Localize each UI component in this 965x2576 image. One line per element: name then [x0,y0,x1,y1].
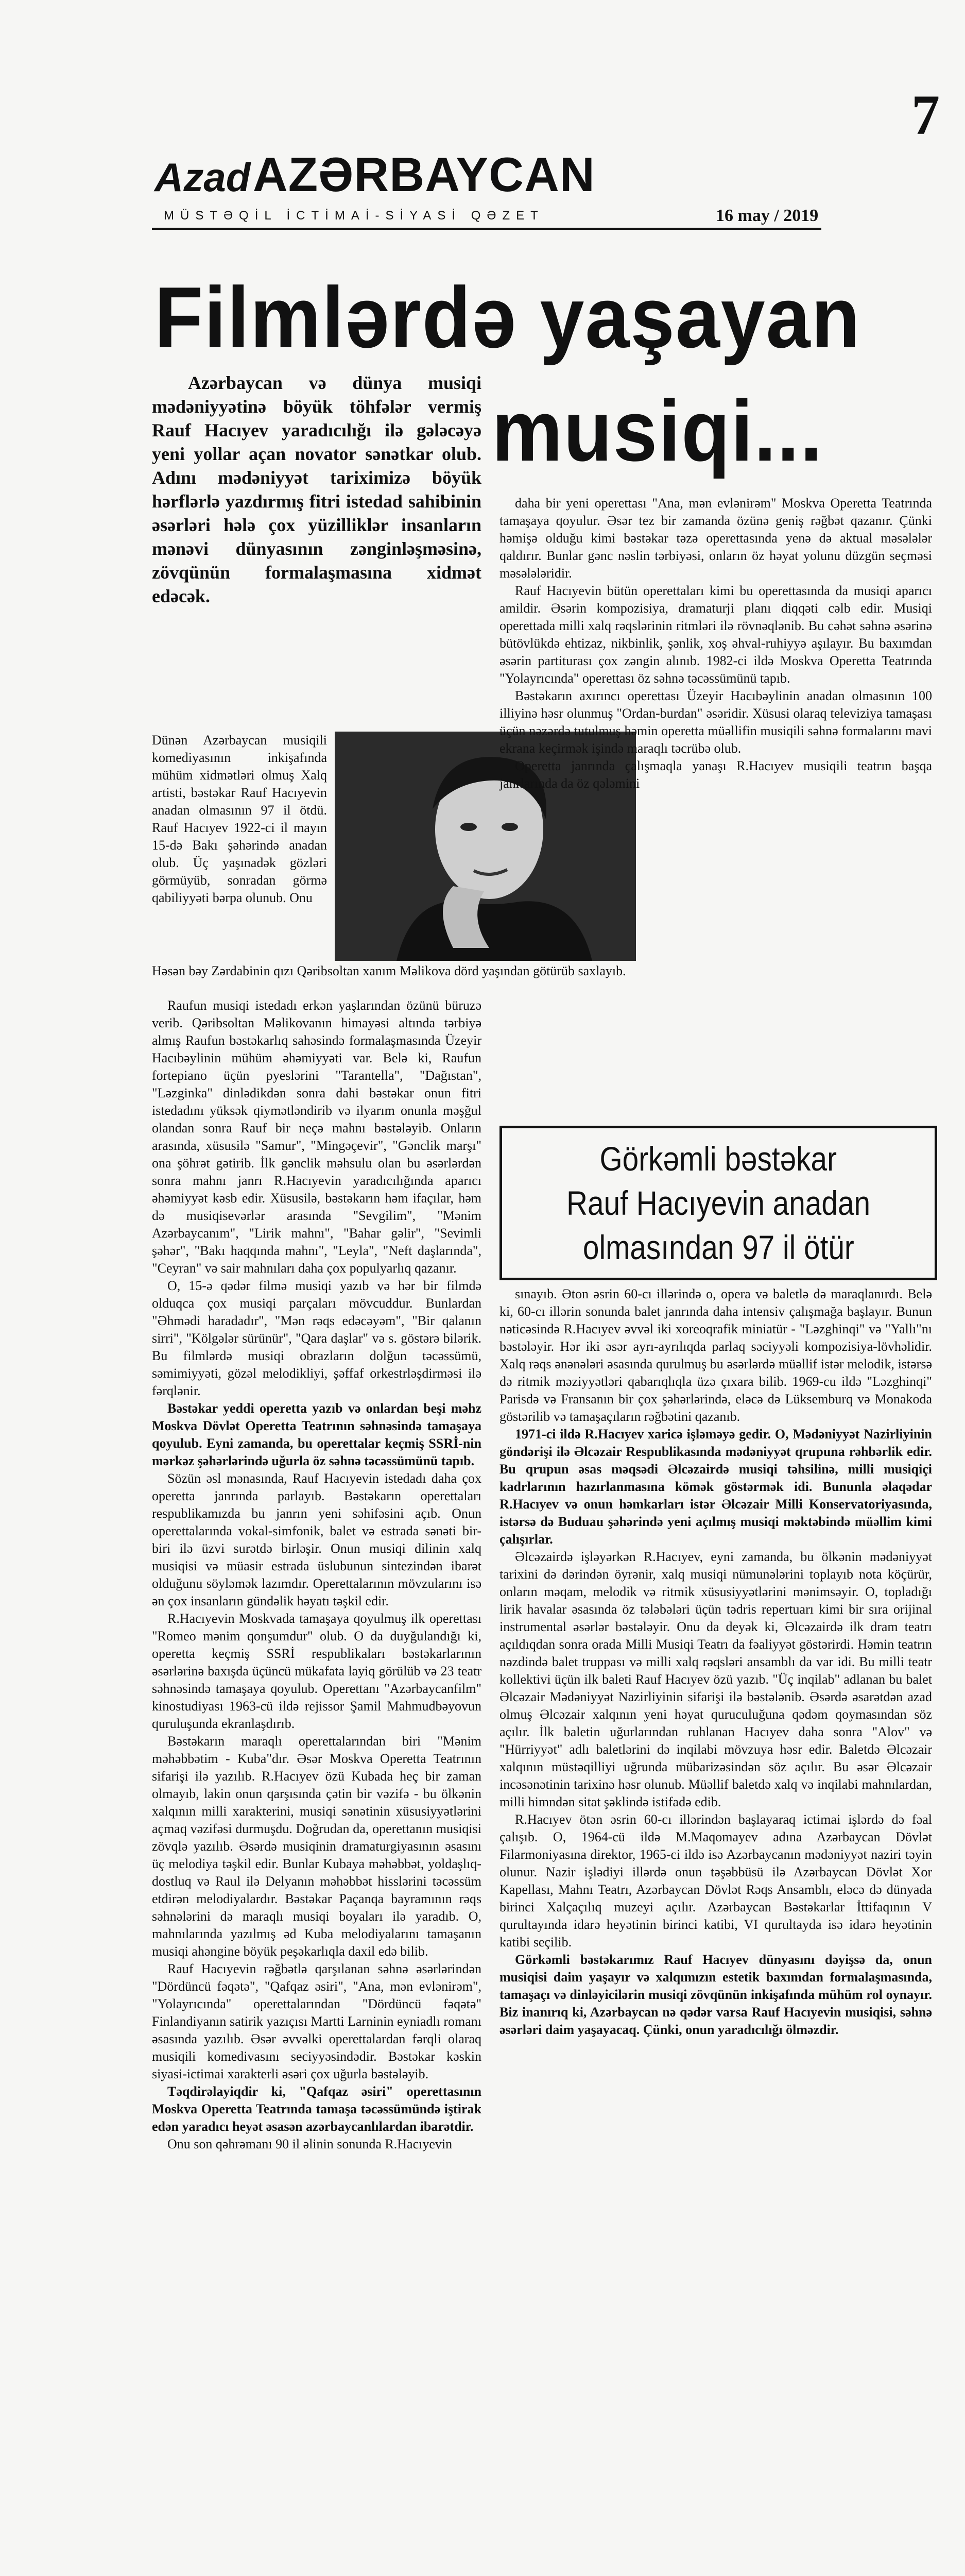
masthead-prefix: Azad [154,155,251,200]
left-paragraph-1: Raufun musiqi istedadı erkən yaşlarından özünü büruzə verib. Qəribsoltan Məlikovanın himayəsi altında tərbiyə almış Raufun bəstəkarlıq sahəsində formalaşmasında Üzeyir Hacıbəylinin mühüm əhəmiyyəti var. Belə ki, Raufun fortepiano üçün pyeslərini "Tarantella", "Dağıstan", "Ləzginka" dinlədikdən sonra dahi bəstəkar onun fitri istedadını yüksək qiymətləndirib və ilyarım onunla məşğul olandan sonra Rauf bir neçə mahnı bəstələyib. Onların arasında, xüsusilə "Samur", "Mingəçevir", "Gənclik marşı" ona şöhrət gətirib. İlk gənclik məhsulu olan bu əsərlərdən sonra mahnı janrı R.Hacıyevin yaradıcılığında aparıcı əhəmiyyət kəsb edir. Xüsusilə, bəstəkarın həm ifaçılar, həm də musiqisevərlər arasında "Sevgilim", "Mənim Azərbaycanım", "Lirik mahnı", "Bahar gəlir", "Sevimli şəhər", "Bakı haqqında mahnı", "Leyla", "Neft daşlarında", "Ceyran" və sair mahnıları daha çox populyarlıq qazanır. [152,998,481,1276]
left-column-body [152,997,481,2153]
right-bottom-paragraph-2: 1971-ci ildə R.Hacıyev xaricə işləməyə gedir. O, Mədəniyyət Nazirliyinin göndərişi ilə Əlcəzair Respublikasında mədəniyyət qrupuna rəhbərlik edir. Bu qrupun əsas məqsədi Əlcəzairdə musiqi təhsilinə, milli musiqiçi kadrlarının hazırlanmasına kömək göstərmək idi. Bununla əlaqədar R.Hacıyev və onun həmkarları istər Əlcəzair Milli Konservatoriyasında, istərsə də Buduau şəhərində yeni açılmış musiqi məktəbində müəllim kimi çalışırlar. [499,1427,932,1547]
left-paragraph-5: R.Hacıyevin Moskvada tamaşaya qoyulmuş ilk operettası "Romeo mənim qonşumdur" olub. O da duyğulandığı ki, operetta keçmiş SSRİ respublikaları bəstəkarlarının əsərlərinə baxışda üçüncü mükafata layiq görülüb və 23 teatr səhnəsində tamaşaya qoyulub. Operettanı "Azərbaycanfilm" kinostudiyası 1963-cü ildə rejissor Şamil Mahmudbəyovun quruluşunda ekranlaşdırıb. [152,1611,481,1731]
right-bottom-paragraph-1: sınayıb. Əton əsrin 60-cı illərində o, opera və baletlə də maraqlanırdı. Belə ki, 60-cı illərin sonunda balet janrında daha intensiv çalışmağa başlayır. Bunun nəticəsində R.Hacıyev əvvəl iki xoreoqrafik miniatür - "Ləzghinqi" və "Yallı"nı bəstələyir. Hər iki əsər ayrı-ayrılıqda parlaq səciyyəli kompozisiya-lövhəlidir. Xalq rəqs ənənələri əsasında qurulmuş bu əsərlərdə müəllif istər melodik, istərsə də ritmik məziyyətləri qabarıqlıqla üzə çıxara bilib. 1969-cu ildə "Ləzghinqi" Parisdə və Fransanın bir çox şəhərlərində, eləcə də Lüksemburq və Monakoda göstərilib və tamaşaçıların rəğbətini qazanıb. [499,1286,932,1424]
right-bottom-paragraph-4: R.Hacıyev ötən əsrin 60-cı illərindən başlayaraq ictimai işlərdə də fəal çalışıb. O, 1964-cü ildə M.Maqomayev adına Azərbaycan Dövlət Filarmoniyasına direktor, 1965-ci ildə isə Azərbaycanın mədəniyyət naziri təyin olunur. Nazir işlədiyi illərdə onun təşəbbüsü ilə Azərbaycan Dövlət Xor Kapellası, Mahnı Teatrı, Azərbaycan Dövlət Rəqs Ansamblı, eləcə də dünyada birinci Xalçaçılıq muzeyi açılır. Azərbaycan Bəstəkarlar İttifaqının V qurultayında idarə heyətinin birinci katibi, VI qurultayda isə idarə heyətinin katibi seçilib. [499,1812,932,1950]
left-paragraph-3: Bəstəkar yeddi operetta yazıb və onlardan beşi məhz Moskva Dövlət Operetta Teatrının səhnəsində tamaşaya qoyulub. Eyni zamanda, bu operettalar keçmiş SSRİ-nin mərkəz şəhərlərində uğurla öz səhnə təcəssümünü tapıb. [152,1401,481,1468]
right-top-paragraph-3: Bəstəkarın axırıncı operettası Üzeyir Hacıbəylinin anadan olmasının 100 illiyinə həsr olunmuş "Ordan-burdan" əsəridir. Xüsusi olaraq televiziya tamaşası üçün nəzərdə tutulmuş həmin operetta müəllifin musiqili səhnə formalarını mavi ekrana keçirmək işində maraqlı təcrübə olub. [499,688,932,756]
left-paragraph-2: O, 15-ə qədər filmə musiqi yazıb və hər bir filmdə olduqca çox musiqi parçaları mövcuddur. Bunlardan "Əhmədi haradadır", "Mən rəqs edəcəyəm", "Bir qalanın sirri", "Kölgələr sürünür", "Qara daşlar" və s. göstərə bilərik. Bu filmlərdə musiqi obrazların dolğun təcəssümü, səmimiyyəti, gözəl melodikliyi, şəffaf orkestrləşdirməsi ilə fərqlənir. [152,1278,481,1398]
left-paragraph-8: Təqdirəlayiqdir ki, "Qafqaz əsiri" operettasının Moskva Operetta Teatrında tamaşa təcəssümündə iştirak edən yaradıcı heyət əsasən azərbaycanlılardan ibarətdir. [152,2084,481,2134]
newspaper-masthead [154,147,595,202]
issue-date: 16 may / 2019 [716,206,819,225]
left-paragraph-7: Rauf Hacıyevin rəğbətlə qarşılanan səhnə əsərlərindən "Dördüncü fəqətə", "Qafqaz əsiri", "Ana, mən evlənirəm", "Yolayrıcında" operettalarından "Dördüncü fəqətə" Finlandiyanın satirik yazıçısı Martti Larninin eyniadlı romanı əsasında yazılıb. Əsər əvvəlki operettalardan fərqli olaraq musiqili komedivasını seciyyəsindədir. Bəstəkar kəskin siyasi-ictimai xarakterli əsəri çox uğurla bəstələyib. [152,1961,481,2081]
right-bottom-paragraph-3: Əlcəzairdə işləyərkən R.Hacıyev, eyni zamanda, bu ölkənin mədəniyyət tarixini də dərindən öyrənir, xalq musiqi nümunələrini toplayıb nota köçürür, onların məqam, melodik və ritmik xüsusiyyətlərini mənimsəyir. O, topladığı lirik havalar əsasında öz tələbələri üçün tədris repertuarı kimi bir sıra orijinal instrumental əsərlər bəstələyir. Onu da deyək ki, Əlcəzairdə ilk dram teatrı açıldıqdan sonra orada Milli Musiqi Teatrı da fəaliyyət göstərirdi. Həmin teatrın nəzdində balet truppası və milli xalq rəqsləri ansamblı da var idi. Bu milli teatr kollektivi üçün ilk baleti Rauf Hacıyev özü yazıb. "Üç inqilab" adlanan bu balet Əlcəzair Mədəniyyət Nazirliyinin sifarişi ilə bəstələnib. Əsərdə əsarətdən azad olmuş Əlcəzair xalqının yeni həyat quruculuğuna qədəm qoymasından söz açılır. İlk baletin uğurlarından ruhlanan Hacıyev daha sonra "Alov" və "Hürriyyət" adlı baletlərini də inqilabi mövzuya həsr edir. Baletdə Əlcəzair xalqının müstəqilliyi uğrunda mübarizəsindən söz açılır. Bu əsər Əlcəzair incəsənətinin tarixinə həsr olunub. Müəllif baletdə xalq və inqilabi mahnılardan, milli himndən sitat şəklində istifadə edib. [499,1549,932,1809]
highlight-line-3: olmasından 97 il ötür [582,1228,854,1266]
highlight-line-1: Görkəmli bəstəkar [599,1140,837,1178]
right-top-paragraph-2: Rauf Hacıyevin bütün operettaları kimi bu operettasında da musiqi aparıcı amildir. Əsərin kompozisiya, dramaturji planı diqqəti cəlb edir. Musiqi operettada milli xalq rəqslərinin ritmləri ilə rövnəqlənib. Bu cəhət səhnə əsərinə bütövlükdə ehtizaz, nikbinlik, şənlik, xoş əhval-ruhiyyə aşılayır. Bu baxımdan əsərin partiturası çox zəngin alınıb. 1982-ci ildə Moskva Operetta Teatrında "Yolayrıcında" operettası öz səhnə təcəssümünü tapıb. [499,583,932,686]
highlight-line-2: Rauf Hacıyevin anadan [566,1184,871,1222]
headline-line-1: Filmlərdə yaşayan [154,269,861,366]
left-paragraph-4: Sözün əsl mənasında, Rauf Hacıyevin istedadı daha çox operetta janrında parlayıb. Bəstəkarın operettaları respublikamızda bu janrın yeni səhifəsini açıb. Onun operettalarında vokal-simfonik, balet və estrada sənəti bir-biri ilə üzvi surətdə birləşir. Onun musiqi dilinin xalq musiqisi və müasir estrada üslubunun sintezindən ibarət olduğunu söyləmək lazımdır. Operettalarının mövzularını isə ən çox insanların gündəlik həyatı təşkil edir. [152,1471,481,1608]
left-column-continuation: Həsən bəy Zərdabinin qızı Qəribsoltan xanım Məlikova dörd yaşından götürüb saxlayıb. [152,963,626,978]
right-column-bottom [499,1285,932,2039]
right-bottom-paragraph-5: Görkəmli bəstəkarımız Rauf Hacıyev dünyasını dəyişsə da, onun musiqisi daim yaşayır və xalqımızın estetik baxımdan formalaşmasında, tamaşaçı və dinləyicilərin musiqi zövqünün inkişafında mühüm rol oynayır. Biz inanırıq ki, Azərbaycan nə qədər varsa Rauf Hacıyevin musiqisi, səhnə əsərləri daim yaşayacaq. Çünki, onun yaradıcılığı ölməzdir. [499,1952,932,2037]
left-column-intro: Dünən Azərbaycan musiqili komediyasının inkişafında mühüm xidmətləri olmuş Xalq artisti, bəstəkar Rauf Hacıyevin anadan olmasının 97 il ötdü. Rauf Hacıyev 1922-ci il mayın 15-də Bakı şəhərində anadan olub. Üç yaşınadək gözləri görmüyüb, sonradan görmə qabiliyyəti bərpa olunub. Onu [152,733,327,905]
lead-paragraph: Azərbaycan və dünya musiqi mədəniyyətinə böyük töhfələr vermiş Rauf Hacıyev yaradıcılığı ilə gələcəyə yeni yollar açan novator sənətkar olub. Adını mədəniyyət tariximizə böyük hərflərlə yazdırmış fitri istedad sahibinin əsərləri hələ çox yüzilliklər insanların mənəvi dünyasının zənginləşməsinə, zövqünün formalaşmasına xidmət edəcək. [152,372,481,606]
right-top-paragraph-1: daha bir yeni operettası "Ana, mən evlənirəm" Moskva Operetta Teatrında tamaşaya qoyulur. Əsər tez bir zamanda özünə geniş rəğbət qazanır. Çünki həmişə olduğu kimi bəstəkar təzə operettasında yenə də aktual məsələlər qaldırır. Bunlar gənc nəslin tərbiyəsi, onların öz həyat yolunu düzgün seçməsi məsələləridir. [499,496,932,581]
left-paragraph-6: Bəstəkarın maraqlı operettalarından biri "Mənim məhəbbətim - Kuba"dır. Əsər Moskva Operetta Teatrının sifarişi ilə yazılıb. R.Hacıyev özü Kubada heç bir zaman olmayıb, lakin onun qarşısında çətin bir vəzifə - bu ölkənin xalqının milli xarakterini, musiqi sənətinin xüsusiyyətlərini açmaq vəzifəsi durmuşdu. Doğrudan da, operettanın musiqisi zövqlə yazılıb. Əsərdə musiqinin dramaturgiyasının əsasını üç melodiya təşkil edir. Bunlar Kubaya məhəbbət, yoldaşlıq-dostluq və Raul ilə Delyanın məhəbbət hisslərini təcəssüm etdirən melodiyalardır. Bəstəkar Paçanqa bayramının rəqs səhnələrini də maraqlı musiqi boyaları ilə yaradıb. O, mahnılarında yazılmış əd Kuba melodiyalarını tamaşanın musiqi ahəngine böyük peşəkarlıqla daxil edə bilib. [152,1734,481,1959]
right-column-top [499,495,932,792]
right-top-paragraph-4: Operetta janrında çalışmaqla yanaşı R.Hacıyev musiqili teatrın başqa janrlarında da öz qələmini [499,758,932,791]
left-paragraph-9: Onu son qəhrəmanı 90 il əlinin sonunda R.Hacıyevin [167,2137,453,2151]
headline-line-2: musiqi... [492,382,823,479]
highlight-box [499,1126,937,1280]
masthead-subtitle: MÜSTƏQİL İCTİMAİ-SİYASİ QƏZET [164,209,544,223]
masthead-rule [152,228,821,230]
page-number: 7 [911,83,940,146]
masthead-name: AZƏRBAYCAN [252,147,595,201]
